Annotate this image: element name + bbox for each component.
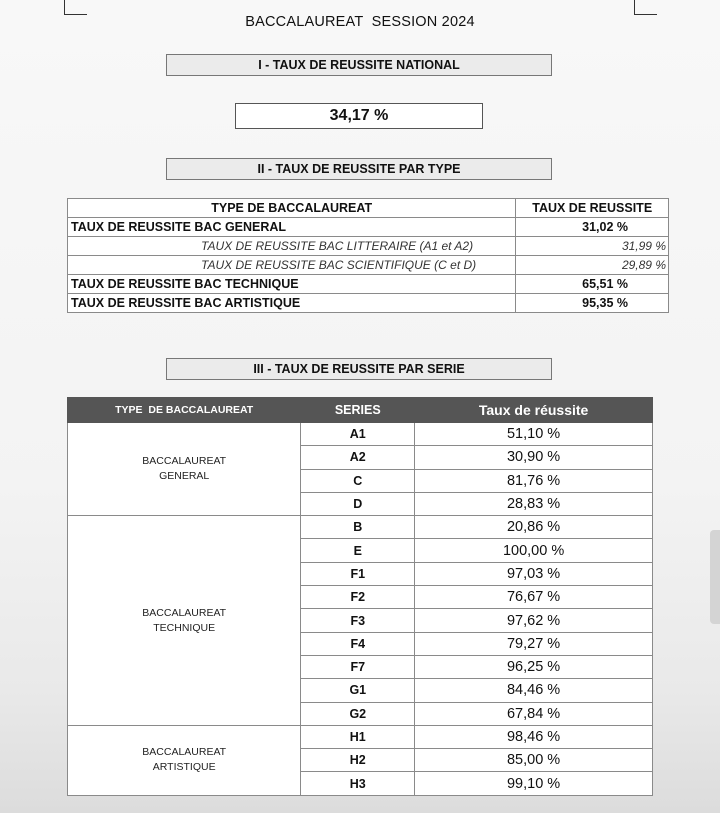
- rate-cell: 96,25 %: [415, 655, 653, 678]
- serie-cell: G2: [301, 702, 415, 725]
- serie-cell: C: [301, 469, 415, 492]
- rate-cell: 98,46 %: [415, 725, 653, 748]
- rates-by-series-table: [67, 397, 653, 796]
- bac-type-cell: [68, 516, 301, 726]
- bac-type-line1: BACCALAUREAT: [142, 746, 227, 759]
- rate-cell: 51,10 %: [415, 423, 653, 446]
- rate-cell: 85,00 %: [415, 749, 653, 772]
- serie-cell: G1: [301, 679, 415, 702]
- row-value: 29,89 %: [516, 256, 669, 275]
- serie-cell: D: [301, 492, 415, 515]
- serie-cell: B: [301, 516, 415, 539]
- rate-cell: 79,27 %: [415, 632, 653, 655]
- bac-type-line1: BACCALAUREAT: [142, 455, 227, 468]
- serie-cell: F7: [301, 655, 415, 678]
- table-header-row: [68, 199, 669, 218]
- serie-cell: F2: [301, 586, 415, 609]
- row-label: TAUX DE REUSSITE BAC LITTERAIRE (A1 et A2): [68, 237, 516, 256]
- row-value: 65,51 %: [516, 275, 669, 294]
- serie-cell: E: [301, 539, 415, 562]
- serie-cell: H3: [301, 772, 415, 795]
- row-value: 95,35 %: [516, 294, 669, 313]
- rate-cell: 97,03 %: [415, 562, 653, 585]
- serie-cell: A1: [301, 423, 415, 446]
- table-row: [68, 218, 669, 237]
- column-header-type: TYPE DE BACCALAUREAT: [68, 398, 301, 423]
- series-table-body: [68, 423, 653, 796]
- table-row: [68, 725, 653, 748]
- rate-cell: 67,84 %: [415, 702, 653, 725]
- rates-by-type-table: [67, 198, 669, 313]
- bac-type-line1: BACCALAUREAT: [142, 606, 227, 619]
- rate-cell: 97,62 %: [415, 609, 653, 632]
- table-row: [68, 237, 669, 256]
- table-row: [68, 294, 669, 313]
- table-row: [68, 423, 653, 446]
- serie-cell: H1: [301, 725, 415, 748]
- serie-cell: F1: [301, 562, 415, 585]
- row-value: 31,99 %: [516, 237, 669, 256]
- rate-cell: 76,67 %: [415, 586, 653, 609]
- rate-cell: 100,00 %: [415, 539, 653, 562]
- serie-cell: F3: [301, 609, 415, 632]
- table-header-row: [68, 398, 653, 423]
- column-header-rate: Taux de réussite: [415, 398, 653, 423]
- row-label: TAUX DE REUSSITE BAC GENERAL: [68, 218, 516, 237]
- rate-cell: 28,83 %: [415, 492, 653, 515]
- bac-type-line2: ARTISTIQUE: [152, 761, 216, 774]
- scrollbar-thumb[interactable]: [710, 530, 720, 624]
- section-title-national: I - TAUX DE REUSSITE NATIONAL: [166, 54, 552, 76]
- row-label: TAUX DE REUSSITE BAC ARTISTIQUE: [68, 294, 516, 313]
- national-rate-value: 34,17 %: [235, 103, 483, 129]
- table-row: [68, 275, 669, 294]
- corner-mark-left: [64, 0, 87, 15]
- document-title: BACCALAUREAT SESSION 2024: [245, 14, 475, 30]
- bac-type-line2: GENERAL: [159, 470, 210, 483]
- serie-cell: F4: [301, 632, 415, 655]
- bac-type-line2: TECHNIQUE: [153, 621, 216, 634]
- rate-cell: 81,76 %: [415, 469, 653, 492]
- column-header-rate: TAUX DE REUSSITE: [516, 199, 669, 218]
- row-value: 31,02 %: [516, 218, 669, 237]
- row-label: TAUX DE REUSSITE BAC TECHNIQUE: [68, 275, 516, 294]
- bac-type-cell: [68, 725, 301, 795]
- rate-cell: 30,90 %: [415, 446, 653, 469]
- rate-cell: 20,86 %: [415, 516, 653, 539]
- column-header-series: SERIES: [301, 398, 415, 423]
- row-label: TAUX DE REUSSITE BAC SCIENTIFIQUE (C et D): [68, 256, 516, 275]
- rate-cell: 99,10 %: [415, 772, 653, 795]
- section-title-by-type: II - TAUX DE REUSSITE PAR TYPE: [166, 158, 552, 180]
- section-title-by-series: III - TAUX DE REUSSITE PAR SERIE: [166, 358, 552, 380]
- rate-cell: 84,46 %: [415, 679, 653, 702]
- corner-mark-right: [634, 0, 657, 15]
- table-row: [68, 516, 653, 539]
- column-header-type: TYPE DE BACCALAUREAT: [68, 199, 516, 218]
- serie-cell: H2: [301, 749, 415, 772]
- bac-type-cell: [68, 423, 301, 516]
- table-row: [68, 256, 669, 275]
- serie-cell: A2: [301, 446, 415, 469]
